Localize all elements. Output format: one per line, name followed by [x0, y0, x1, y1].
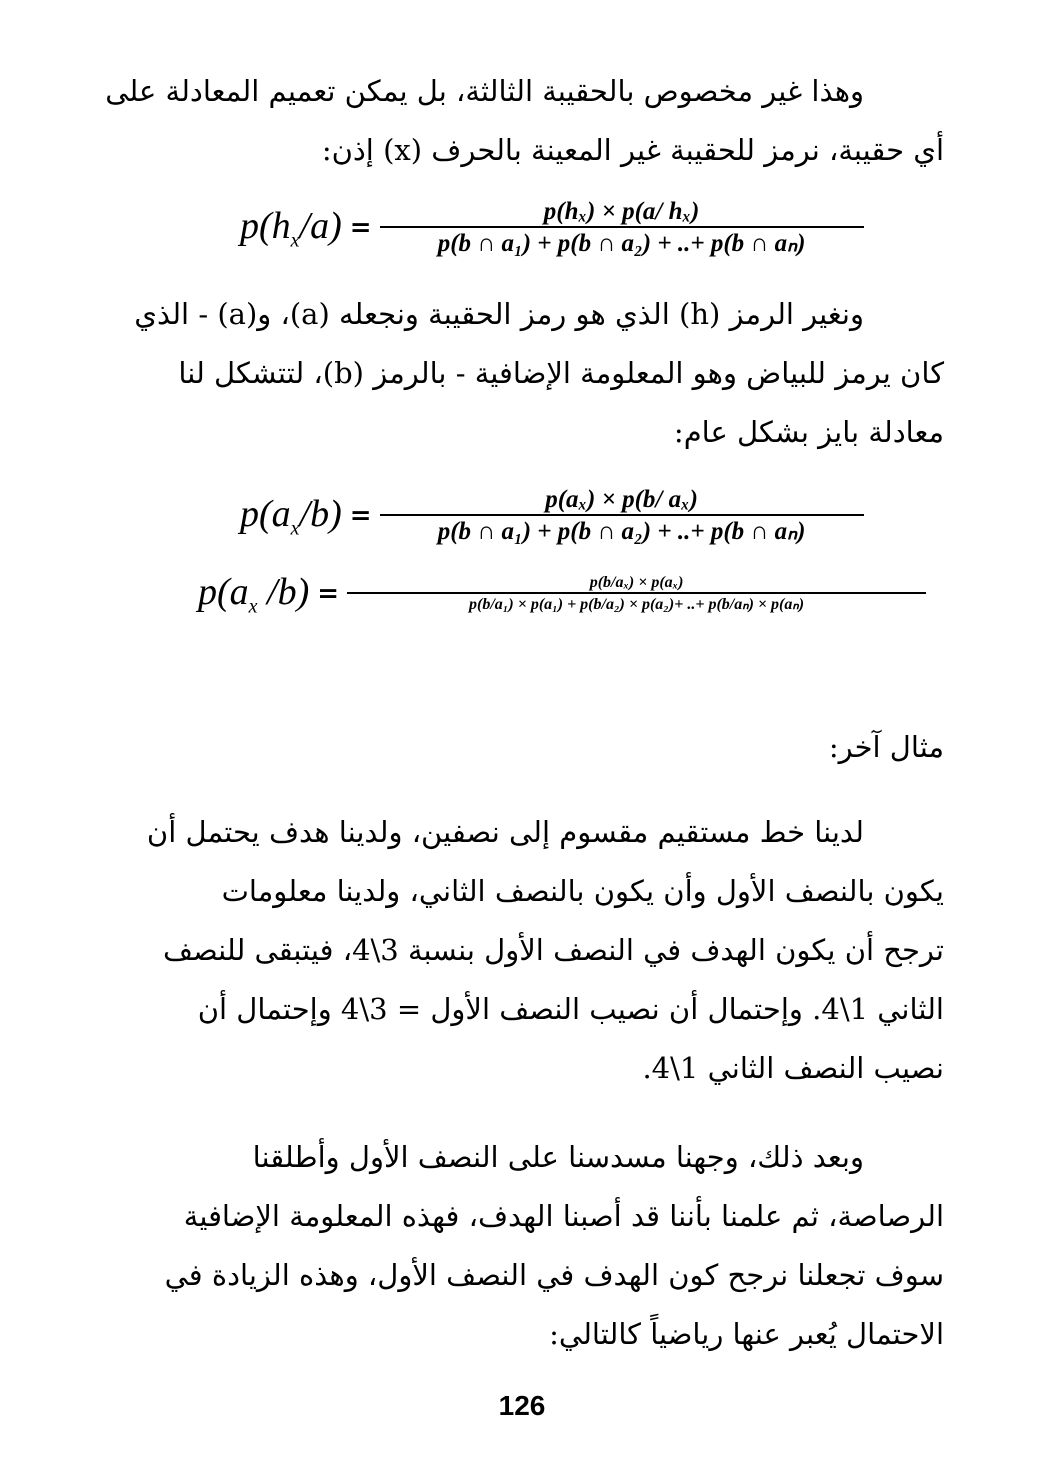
- text-line: وهذا غير مخصوص بالحقيبة الثالثة، بل يمكن تعميم المعادلة على: [105, 74, 864, 108]
- text-line: نصيب النصف الثاني 1\4.: [642, 1051, 944, 1085]
- equation-2: [240, 486, 864, 546]
- text-line: الرصاصة، ثم علمنا بأننا قد أصبنا الهدف، فهذه المعلومة الإضافية: [183, 1199, 944, 1233]
- equation-3: [198, 570, 926, 619]
- text-line: وبعد ذلك، وجهنا مسدسنا على النصف الأول وأطلقنا: [252, 1140, 864, 1174]
- numerator: p(b/aₓ) × p(aₓ): [347, 574, 926, 594]
- paragraph-3: [104, 803, 944, 1098]
- fraction: [380, 486, 864, 546]
- equals-sign: =: [349, 213, 372, 243]
- text-line: يكون بالنصف الأول وأن يكون بالنصف الثاني، ولدينا معلومات: [221, 874, 944, 908]
- text-line: الاحتمال يُعبر عنها رياضياً كالتالي:: [549, 1317, 944, 1351]
- example-heading: [104, 718, 944, 777]
- equation-lhs: $p(h_x/a)$: [240, 204, 342, 252]
- paragraph-1: [104, 62, 944, 180]
- text-line: ترجح أن يكون الهدف في النصف الأول بنسبة 3\4، فيتبقى للنصف: [162, 933, 944, 967]
- heading-text: مثال آخر:: [828, 730, 944, 764]
- denominator: p(b/a₁) × p(a₁) + p(b/a₂) × p(a₂)+ ..+ p(b/aₙ) × p(aₙ): [469, 596, 805, 614]
- numerator: p(aₓ) × p(b/ aₓ): [380, 486, 864, 516]
- text-line: أي حقيبة، نرمز للحقيبة غير المعينة بالحرف (x) إذن:: [321, 133, 944, 167]
- text-line: لدينا خط مستقيم مقسوم إلى نصفين، ولدينا هدف يحتمل أن: [146, 815, 864, 849]
- text-line: معادلة بايز بشكل عام:: [673, 415, 944, 449]
- denominator: p(b ∩ a₁) + p(b ∩ a₂) + ..+ p(b ∩ aₙ): [437, 230, 806, 257]
- text-line: الثاني 1\4. وإحتمال أن نصيب النصف الأول = 3\4 وإحتمال أن: [197, 992, 944, 1026]
- fraction: [380, 198, 864, 258]
- text-line: كان يرمز للبياض وهو المعلومة الإضافية - بالرمز (b)، لتتشكل لنا: [178, 356, 944, 390]
- equals-sign: =: [349, 501, 372, 531]
- numerator: p(hₓ) × p(a/ hₓ): [380, 198, 864, 228]
- equals-sign: =: [317, 579, 340, 610]
- fraction: [347, 574, 926, 614]
- paragraph-4: [104, 1128, 944, 1364]
- denominator: p(b ∩ a₁) + p(b ∩ a₂) + ..+ p(b ∩ aₙ): [437, 518, 806, 545]
- paragraph-2: [104, 285, 944, 462]
- text-line: سوف تجعلنا نرجح كون الهدف في النصف الأول، وهذه الزيادة في: [164, 1258, 944, 1292]
- equation-lhs: $p(a_x/b)$: [240, 492, 342, 540]
- equation-lhs: $p(a_x$ /b): [198, 571, 310, 618]
- equation-1: [240, 198, 864, 258]
- text-line: ونغير الرمز (h) الذي هو رمز الحقيبة ونجعله (a)، و(a) - الذي: [134, 297, 864, 331]
- page-number: 126: [498, 1390, 546, 1421]
